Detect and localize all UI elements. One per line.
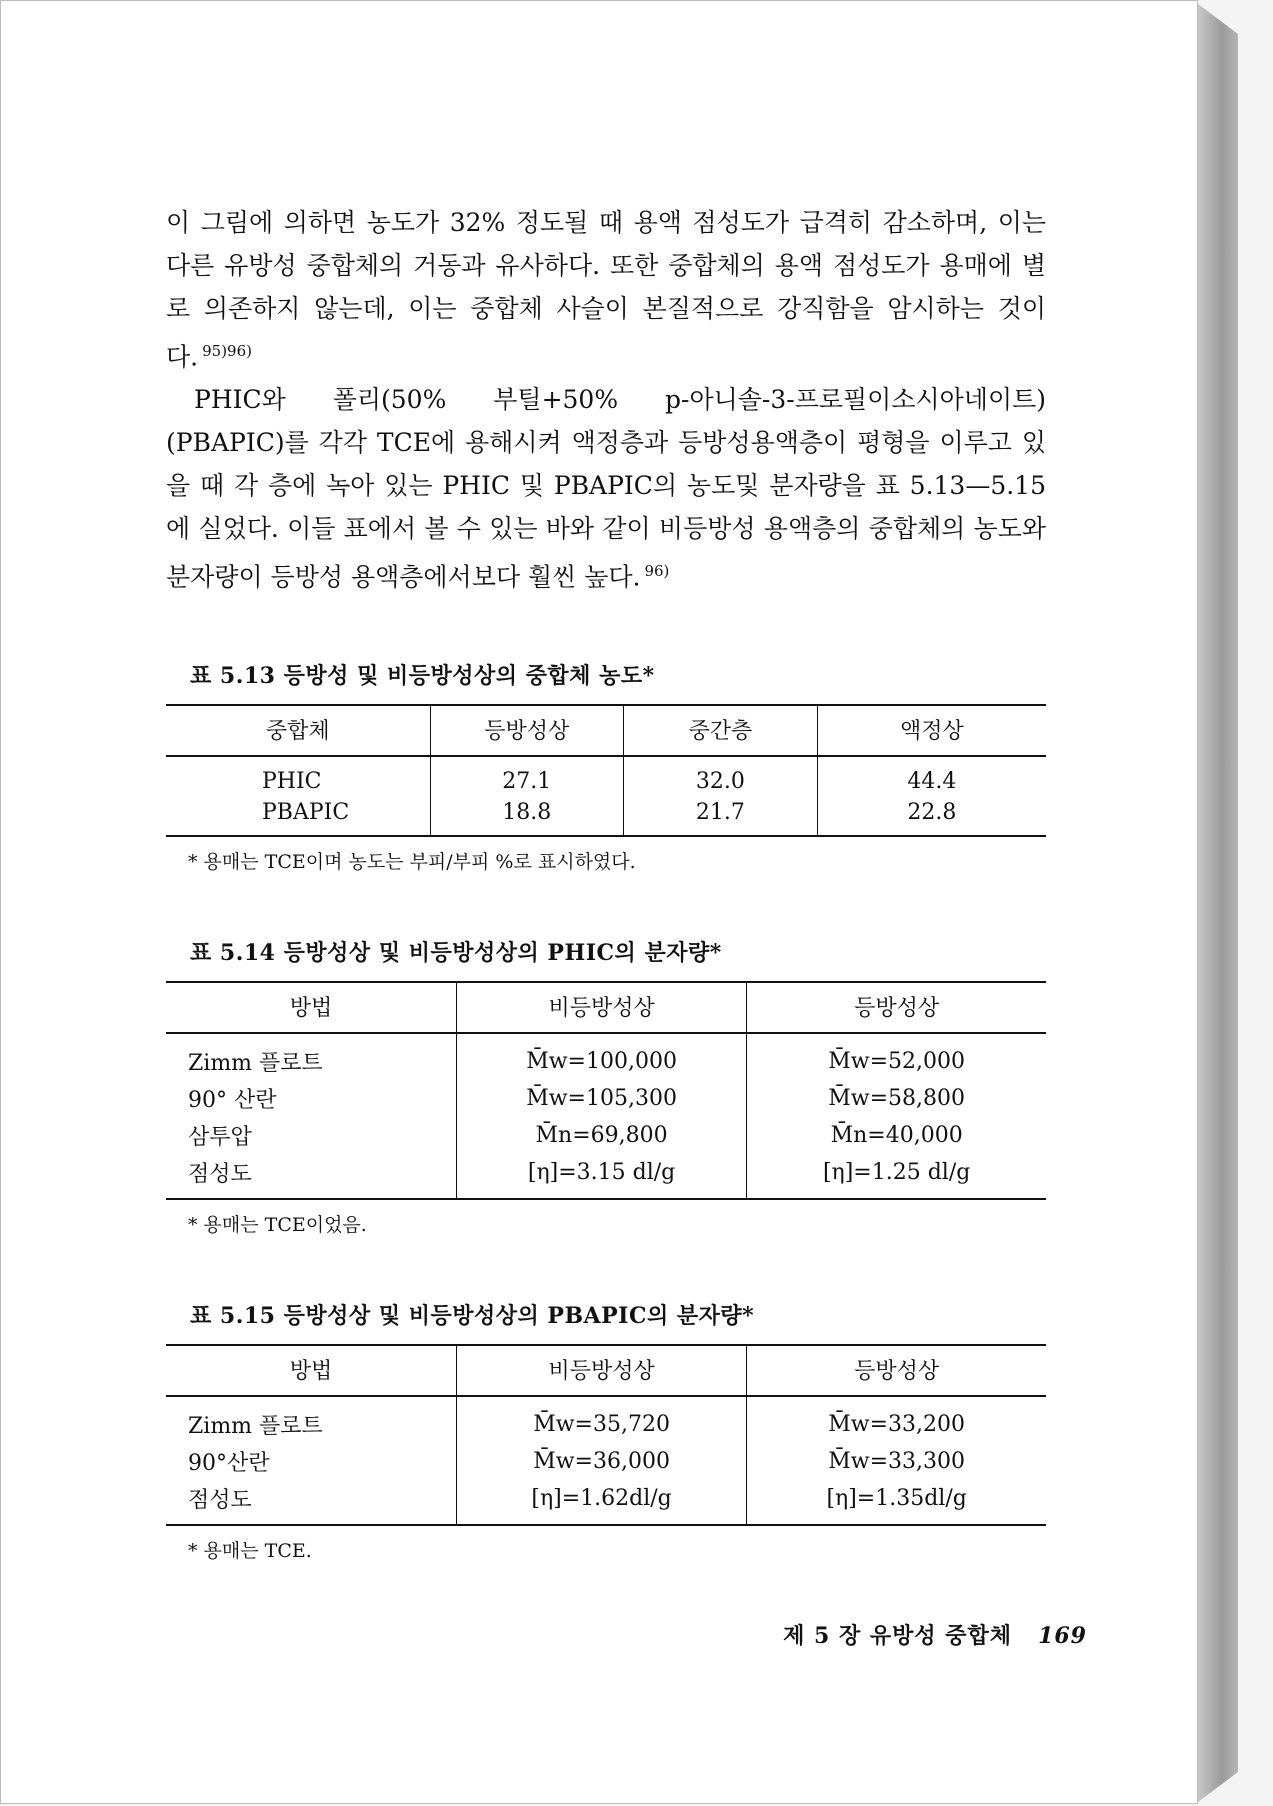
table-row — [166, 1033, 1046, 1080]
column-header: 중간층 — [624, 705, 818, 756]
running-footer — [783, 1619, 1087, 1650]
table-cell: 점성도 — [166, 1154, 456, 1199]
table-cell: PHIC — [262, 768, 322, 794]
table-cell: 90° 산란 — [188, 1087, 277, 1113]
table-cell: [η]=1.62dl/g — [456, 1480, 746, 1525]
table-cell: M̄w=58,800 — [747, 1080, 1046, 1117]
table-cell: 44.4 — [817, 756, 1046, 797]
column-header: 방법 — [166, 1345, 456, 1396]
column-header: 비등방성상 — [456, 1345, 746, 1396]
table-cell: [η]=1.35dl/g — [747, 1480, 1046, 1525]
table-5-14-caption: 표 5.14 등방성상 및 비등방성상의 PHIC의 분자량* — [190, 939, 722, 966]
paragraph-1-text: 이 그림에 의하면 농도가 32% 정도될 때 용액 점성도가 급격히 감소하며, 이는 다른 유방성 중합체의 거동과 유사하다. 또한 중합체의 용액 점성도가 용매에 별로 의존하지 않는데, 이는 중합체 사슬이 본질적으로 강직함을 암시하는 것이다. — [166, 208, 1046, 372]
column-header: 등방성상 — [747, 982, 1046, 1033]
paragraph-2-text: PHIC와 폴리(50% 부틸+50% p-아니솔-3-프로필이소시아네이트)(PBAPIC)를 각각 TCE에 용해시켜 액정층과 등방성용액층이 평형을 이루고 있을 때 각 층에 녹아 있는 PHIC 및 PBAPIC의 농도및 분자량을 표 5.13—5.15에 실었다. 이들 표에서 볼 수 있는 바와 같이 비등방성 용액층의 중합체의 농도와 분자량이 등방성 용액층에서보다 훨씬 높다. — [166, 385, 1046, 592]
table-row — [166, 1396, 1046, 1443]
column-header: 중합체 — [166, 705, 430, 756]
table-cell: M̄w=105,300 — [456, 1080, 746, 1117]
paragraph-2 — [166, 378, 1046, 598]
table-cell: 점성도 — [166, 1480, 456, 1525]
table-cell: M̄w=33,300 — [747, 1443, 1046, 1480]
table-cell: [η]=1.25 dl/g — [747, 1154, 1046, 1199]
table-row — [166, 1117, 1046, 1154]
column-header: 방법 — [166, 982, 456, 1033]
citation-95-96: 95)96) — [202, 342, 252, 360]
table-cell: M̄w=52,000 — [747, 1033, 1046, 1080]
table-cell: 32.0 — [624, 756, 818, 797]
column-header: 등방성상 — [430, 705, 624, 756]
table-cell: M̄w=33,200 — [747, 1396, 1046, 1443]
table-cell: M̄w=100,000 — [456, 1033, 746, 1080]
table-cell: M̄n=40,000 — [747, 1117, 1046, 1154]
table-5-13-note: * 용매는 TCE이며 농도는 부피/부피 %로 표시하였다. — [188, 850, 636, 873]
table-row — [166, 1154, 1046, 1199]
column-header: 등방성상 — [747, 1345, 1046, 1396]
table-row — [166, 797, 1046, 836]
table-cell: 21.7 — [624, 797, 818, 836]
table-5-13 — [166, 704, 1046, 837]
table-cell: 삼투압 — [188, 1124, 252, 1150]
table-cell: M̄n=69,800 — [456, 1117, 746, 1154]
table-cell: M̄w=35,720 — [456, 1396, 746, 1443]
table-cell: M̄w=36,000 — [456, 1443, 746, 1480]
table-row — [166, 1480, 1046, 1525]
table-row — [166, 756, 1046, 797]
table-row — [166, 1443, 1046, 1480]
table-cell: [η]=3.15 dl/g — [456, 1154, 746, 1199]
table-cell: 18.8 — [430, 797, 624, 836]
paragraph-1 — [166, 201, 1046, 378]
table-cell: PBAPIC — [166, 797, 430, 836]
table-cell: 22.8 — [817, 797, 1046, 836]
column-header: 액정상 — [817, 705, 1046, 756]
table-5-15 — [166, 1344, 1046, 1526]
table-cell: Zimm 플로트 — [188, 1413, 323, 1439]
table-5-14-note: * 용매는 TCE이었음. — [188, 1213, 367, 1236]
column-header: 비등방성상 — [456, 982, 746, 1033]
table-5-15-note: * 용매는 TCE. — [188, 1539, 312, 1562]
table-cell: 27.1 — [430, 756, 624, 797]
table-cell: 90°산란 — [188, 1450, 270, 1476]
chapter-title: 제 5 장 유방성 중합체 — [783, 1623, 1013, 1649]
table-5-14 — [166, 981, 1046, 1200]
table-row — [166, 1080, 1046, 1117]
table-5-15-caption: 표 5.15 등방성상 및 비등방성상의 PBAPIC의 분자량* — [190, 1302, 755, 1329]
book-spine-edge — [1198, 4, 1238, 1802]
page-number: 169 — [1038, 1623, 1087, 1649]
table-5-13-caption: 표 5.13 등방성 및 비등방성상의 중합체 농도* — [190, 662, 655, 689]
citation-96: 96) — [644, 562, 670, 581]
page-content — [166, 201, 1046, 1563]
table-cell: Zimm 플로트 — [188, 1050, 323, 1076]
